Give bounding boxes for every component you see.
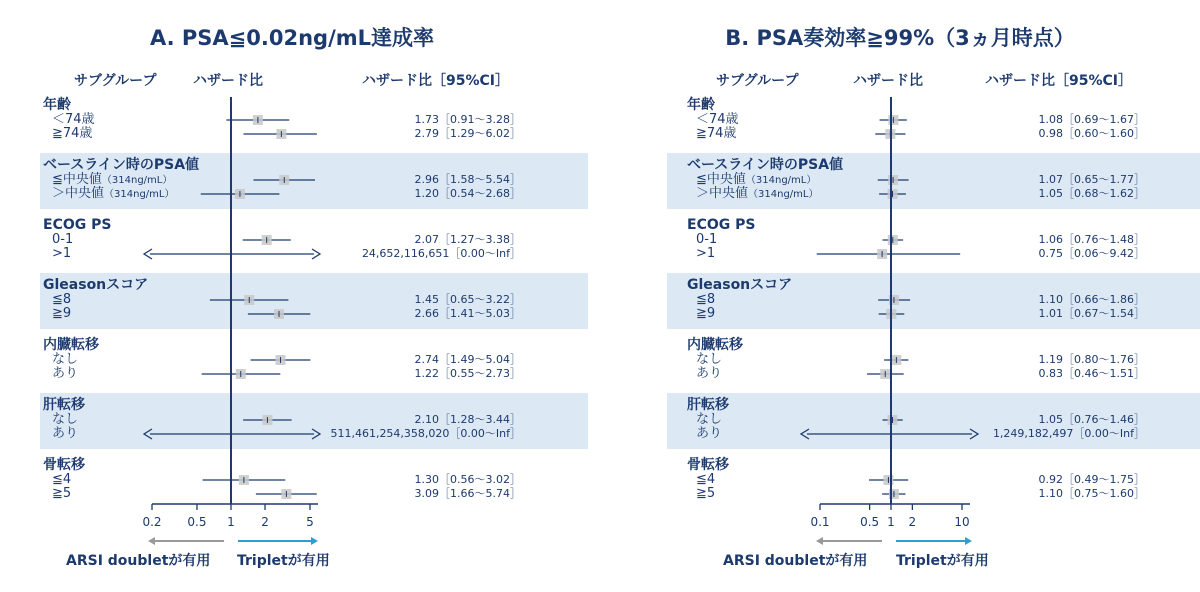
ci-value: 1.08［0.69～1.67］ <box>1038 113 1145 126</box>
group-label: Gleasonスコア <box>43 277 149 293</box>
row-label-text: >1 <box>696 246 716 261</box>
row-label-text: ≦8 <box>52 292 72 307</box>
group-label: 内臓転移 <box>687 337 743 353</box>
group-label: ECOG PS <box>43 217 112 233</box>
group-label: 内臓転移 <box>43 337 99 353</box>
ci-value: 1.05［0.68～1.62］ <box>1038 187 1145 200</box>
ci-value: 1.06［0.76～1.48］ <box>1038 233 1145 246</box>
ci-value: 2.10［1.28～3.44］ <box>414 413 521 426</box>
row-label-text: ＞中央値 <box>696 186 749 201</box>
row-label-text: あり <box>696 366 723 381</box>
row-label-text: ＜74歳 <box>52 112 95 127</box>
row-label-text: あり <box>52 366 79 381</box>
ci-value: 1.05［0.76～1.46］ <box>1038 413 1145 426</box>
ci-value: 0.83［0.46～1.51］ <box>1038 367 1145 380</box>
row-label-text: ≧9 <box>52 306 72 321</box>
favor-left-label: ARSI doubletが有用 <box>723 553 868 569</box>
ci-value: 1.22［0.55～2.73］ <box>414 367 521 380</box>
group-label: 年齢 <box>43 97 71 113</box>
row-label-text: ≦4 <box>696 472 716 487</box>
row-label-text: あり <box>52 426 79 441</box>
x-tick-label: 0.1 <box>810 515 830 529</box>
favor-right-arrowhead <box>311 537 318 545</box>
ci-value: 1.45［0.65～3.22］ <box>414 293 521 306</box>
row-label-text: なし <box>52 352 79 367</box>
ci-value: 1.20［0.54～2.68］ <box>414 187 521 200</box>
ci-value: 0.75［0.06～9.42］ <box>1038 247 1145 260</box>
ci-value: 2.96［1.58～5.54］ <box>414 173 521 186</box>
x-tick-label: 0.5 <box>187 515 207 529</box>
x-tick-label: 1 <box>887 515 895 529</box>
ci-value: 2.07［1.27～3.38］ <box>414 233 521 246</box>
ci-value: 1.19［0.80～1.76］ <box>1038 353 1145 366</box>
x-tick-label: 5 <box>306 515 314 529</box>
forest-plot-svg <box>620 0 1200 592</box>
row-label-text: ＞中央値 <box>52 186 105 201</box>
header-subgroup: サブグループ <box>716 73 799 89</box>
row-label-text: ≦8 <box>696 292 716 307</box>
header-ci: ハザード比［95%CI］ <box>985 73 1132 89</box>
header-ci: ハザード比［95%CI］ <box>362 73 509 89</box>
row-label-note: （314ng/mL） <box>748 189 819 200</box>
x-tick-label: 0.2 <box>142 515 162 529</box>
row-label-text: ≧74歳 <box>52 126 93 141</box>
x-tick-label: 0.5 <box>860 515 880 529</box>
row-label-text: あり <box>696 426 723 441</box>
group-label: ECOG PS <box>687 217 756 233</box>
row-label-text: ≧74歳 <box>696 126 737 141</box>
group-label: ベースライン時のPSA値 <box>687 157 844 173</box>
group-label: ベースライン時のPSA値 <box>43 157 200 173</box>
ci-value: 1,249,182,497［0.00～Inf］ <box>992 427 1145 440</box>
row-label-text: ≧5 <box>696 486 716 501</box>
group-label: 骨転移 <box>43 457 85 473</box>
x-tick-label: 1 <box>227 515 235 529</box>
row-label-text: 0-1 <box>52 232 74 247</box>
panel-title: A. PSA≦0.02ng/mL達成率 <box>149 26 435 50</box>
ci-value: 1.07［0.65～1.77］ <box>1038 173 1145 186</box>
row-label-note: （314ng/mL） <box>104 189 175 200</box>
favor-right-arrowhead <box>965 537 972 545</box>
favor-left-arrowhead <box>816 537 823 545</box>
row-label-text: ＜74歳 <box>696 112 739 127</box>
ci-value: 2.66［1.41～5.03］ <box>414 307 521 320</box>
favor-right-label: Tripletが有用 <box>237 553 330 569</box>
ci-value: 1.10［0.75～1.60］ <box>1038 487 1145 500</box>
ci-value: 511,461,254,358,020［0.00～Inf］ <box>330 427 521 440</box>
row-label-text: 0-1 <box>696 232 718 247</box>
ci-value: 3.09［1.66～5.74］ <box>414 487 521 500</box>
row-label-note: （314ng/mL） <box>101 175 173 186</box>
row-label-text: >1 <box>52 246 72 261</box>
ci-value: 1.01［0.67～1.54］ <box>1038 307 1145 320</box>
x-tick-label: 2 <box>261 515 269 529</box>
row-label-text: ≦中央値 <box>52 172 102 187</box>
row-label-text: ≦4 <box>52 472 72 487</box>
favor-left-label: ARSI doubletが有用 <box>66 553 211 569</box>
group-label: 肝転移 <box>43 397 85 413</box>
header-plot: ハザード比 <box>853 73 923 89</box>
group-label: 骨転移 <box>687 457 729 473</box>
group-label: 年齢 <box>687 97 715 113</box>
row-label-text: ≧5 <box>52 486 72 501</box>
panel-title: B. PSA奏効率≧99%（3ヵ月時点） <box>725 26 1075 50</box>
row-label-text: なし <box>52 412 79 427</box>
row-label-text: なし <box>696 412 723 427</box>
ci-value: 1.10［0.66～1.86］ <box>1038 293 1145 306</box>
ci-value: 1.30［0.56～3.02］ <box>414 473 521 486</box>
ci-value: 0.98［0.60～1.60］ <box>1038 127 1145 140</box>
ci-value: 1.73［0.91～3.28］ <box>414 113 521 126</box>
favor-left-arrowhead <box>148 537 155 545</box>
row-label-note: （314ng/mL） <box>745 175 817 186</box>
favor-right-label: Tripletが有用 <box>896 553 989 569</box>
header-plot: ハザード比 <box>193 73 263 89</box>
x-tick-label: 10 <box>954 515 970 529</box>
ci-value: 2.79［1.29～6.02］ <box>414 127 521 140</box>
ci-value: 24,652,116,651［0.00～Inf］ <box>361 247 521 260</box>
group-label: 肝転移 <box>687 397 729 413</box>
x-tick-label: 2 <box>908 515 917 529</box>
ci-value: 0.92［0.49～1.75］ <box>1038 473 1145 486</box>
group-label: Gleasonスコア <box>687 277 793 293</box>
row-label-text: ≦中央値 <box>696 172 746 187</box>
header-subgroup: サブグループ <box>74 73 157 89</box>
row-label-text: ≧9 <box>696 306 716 321</box>
row-label-text: なし <box>696 352 723 367</box>
forest-panel-b <box>620 0 1200 592</box>
ci-value: 2.74［1.49～5.04］ <box>414 353 521 366</box>
